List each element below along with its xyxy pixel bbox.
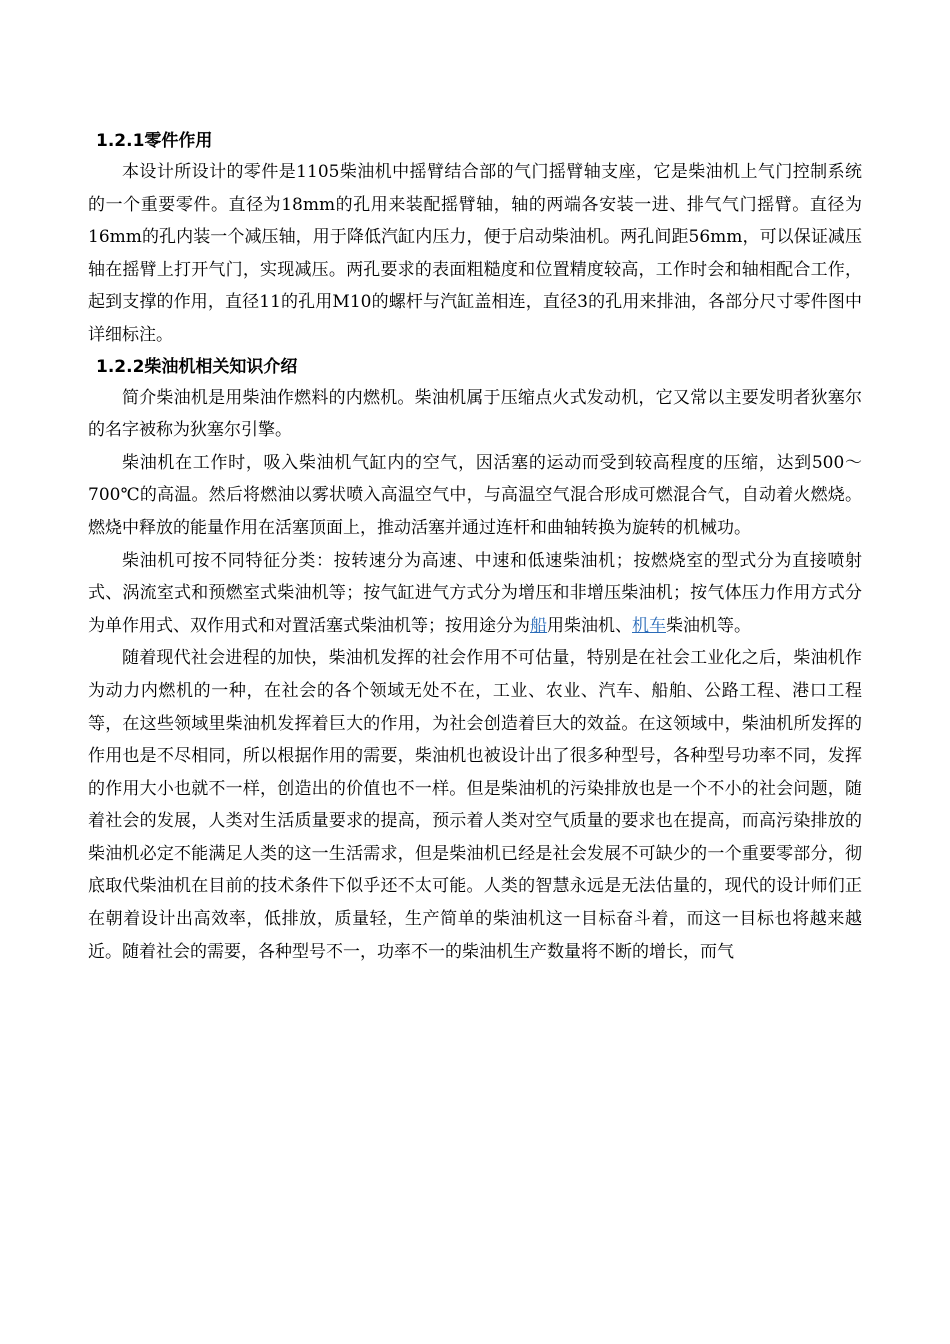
document-page	[88, 126, 862, 968]
paragraph-diesel-classification	[88, 545, 862, 643]
section-heading-1-2-2: 1.2.2柴油机相关知识介绍	[96, 356, 298, 377]
classification-text-b: 用柴油机、	[547, 615, 632, 636]
section-heading-1-2-1: 1.2.1零件作用	[96, 131, 213, 151]
paragraph-diesel-society: 随着现代社会进程的加快，柴油机发挥的社会作用不可估量，特别是在社会工业化之后，柴油机作为动力内燃机的一种，在社会的各个领域无处不在，工业、农业、汽车、船舶、公路工程、港口工程等，在这些领域里柴油机发挥着巨大的作用，为社会创造着巨大的效益。在这领域中，柴油机所发挥的作用也是不尽相同，所以根据作用的需要，柴油机也被设计出了很多种型号，各种型号功率不同，发挥的作用大小也就不一样，创造出的价值也不一样。但是柴油机的污染排放也是一个不小的社会问题，随着社会的发展，人类对生活质量要求的提高，预示着人类对空气质量的要求也在提高，而高污染排放的柴油机必定不能满足人类的这一生活需求，但是柴油机已经是社会发展不可缺少的一个重要零部分，彻底取代柴油机在目前的技术条件下似乎还不太可能。人类的智慧永远是无法估量的，现代的设计师们正在朝着设计出高效率，低排放，质量轻，生产简单的柴油机这一目标奋斗着，而这一目标也将越来越近。随着社会的需要，各种型号不一，功率不一的柴油机生产数量将不断的增长，而气	[88, 648, 862, 962]
paragraph-diesel-intro: 简介柴油机是用柴油作燃料的内燃机。柴油机属于压缩点火式发动机，它又常以主要发明者狄塞尔的名字被称为狄塞尔引擎。	[88, 387, 862, 441]
link-locomotive[interactable]: 机车	[632, 615, 666, 636]
paragraph-diesel-working: 柴油机在工作时，吸入柴油机气缸内的空气，因活塞的运动而受到较高程度的压缩，达到500～700℃的高温。然后将燃油以雾状喷入高温空气中，与高温空气混合形成可燃混合气，自动着火燃烧。燃烧中释放的能量作用在活塞顶面上，推动活塞并通过连杆和曲轴转换为旋转的机械功。	[88, 452, 862, 538]
classification-text-a: 柴油机可按不同特征分类：按转速分为高速、中速和低速柴油机；按燃烧室的型式分为直接喷射式、涡流室式和预燃室式柴油机等；按气缸进气方式分为增压和非增压柴油机；按气体压力作用方式分为单作用式、双作用式和对置活塞式柴油机等；按用途分为	[88, 550, 862, 636]
classification-text-c: 柴油机等。	[666, 615, 751, 636]
link-ship[interactable]: 船	[530, 615, 547, 636]
paragraph-part-function: 本设计所设计的零件是1105柴油机中摇臂结合部的气门摇臂轴支座，它是柴油机上气门控制系统的一个重要零件。直径为18mm的孔用来装配摇臂轴，轴的两端各安装一进、排气气门摇臂。直径为16mm的孔内装一个减压轴，用于降低汽缸内压力，便于启动柴油机。两孔间距56mm，可以保证减压轴在摇臂上打开气门，实现减压。两孔要求的表面粗糙度和位置精度较高，工作时会和轴相配合工作，起到支撑的作用，直径11的孔用M10的螺杆与汽缸盖相连，直径3的孔用来排油，各部分尺寸零件图中详细标注。	[88, 162, 862, 345]
